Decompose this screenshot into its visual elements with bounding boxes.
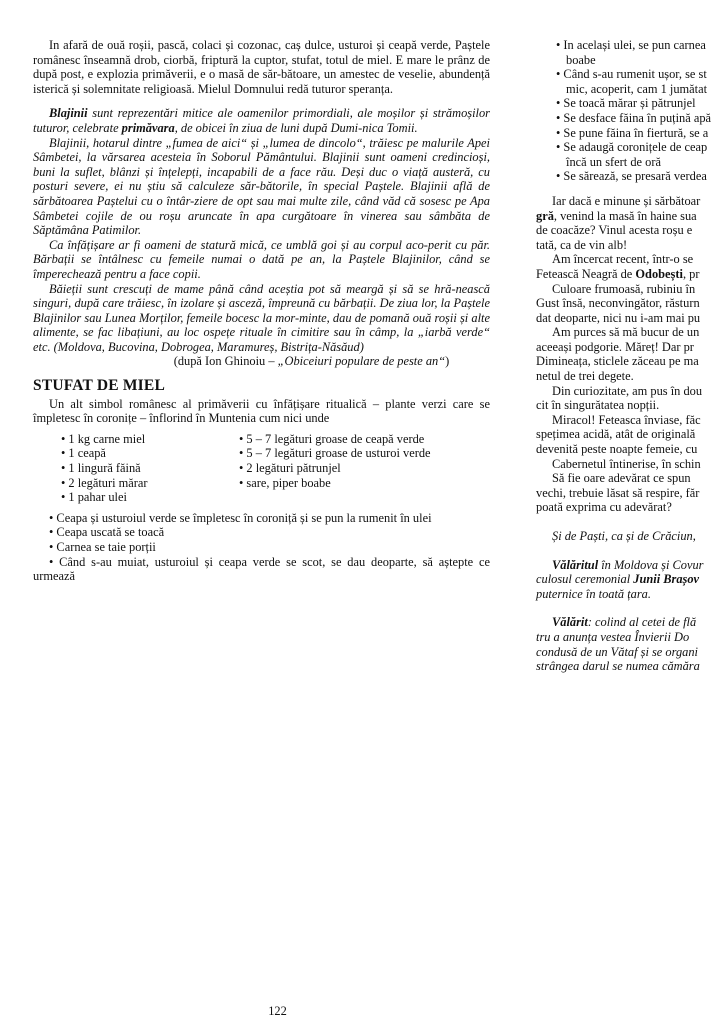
page-number: 122	[268, 1004, 287, 1018]
ingredient-item: • 5 – 7 legături groase de usturoi verde	[239, 446, 431, 461]
recipe-step: • Se pune făina în fiertură, se a	[556, 125, 709, 140]
wine-line: dat deoparte, nici nu i-am mai pu	[536, 310, 701, 325]
primavara-word: primăvara	[121, 120, 175, 135]
wine-line: Să fie oare adevărat ce spun	[552, 471, 691, 486]
stufat-intro: Un alt simbol românesc al primăverii cu înfățișare ritualică – plante verzi care se împletesc în coronițe – înflorind în Muntenia cum nici unde	[33, 396, 490, 426]
wine-bold: Odobești	[635, 266, 683, 281]
recipe-step: • Carnea se taie porții	[49, 540, 156, 554]
source-c: )	[445, 354, 450, 369]
left-column	[33, 38, 490, 584]
wine-line: poată exprima cu adevărat?	[536, 500, 672, 515]
wine-text: , pr	[682, 266, 700, 281]
blajinii-paragraph-4: Băieții sunt crescuți de mame până când aceștia pot să meargă și să se hră-nească singuri, după care trăiesc, în izolare și asceză, împreună cu bărbații. De ziua lor, la Paștele Blajinilor sau Lunea Morților, femeile bocesc la mor-minte, dau de pomană ouă roșii și alte alimente, se fac libațiuni, au loc ospețe rituale în cimitire sau în câmp, la „iarbă verde“ etc. (Moldova, Bucovina, Dobrogea, Maramureș, Bistrița-Năsăud)	[33, 281, 490, 354]
ingredients-column-2	[239, 432, 431, 505]
recipe-step: • Se desface făina în puțină apă	[556, 110, 712, 125]
valarit-text: în Moldova și Covur	[598, 557, 704, 572]
ingredient-item: • sare, piper boabe	[239, 475, 331, 490]
recipe-step: • Se toacă mărar și pătrunjel	[556, 96, 696, 111]
wine-line: Dimineața, sticlele zăceau pe ma	[536, 354, 699, 369]
recipe-step: mic, acoperit, cam 1 jumătat	[566, 81, 708, 96]
wine-text: Fetească Neagră de	[536, 266, 636, 281]
recipe-step: încă un sfert de oră	[566, 154, 661, 169]
ingredient-item: • 1 pahar ulei	[61, 490, 127, 505]
wine-line: tată, ca de vin alb!	[536, 237, 628, 252]
valarit-line-1	[536, 558, 728, 573]
wine-line: devenită peste noapte femeie, cu	[536, 442, 698, 457]
source-a: (după Ion Ghinoiu –	[173, 354, 278, 369]
wine-line: Miracol! Feteasca înviase, făc	[552, 412, 701, 427]
valarit-line-3: puternice în toată țara.	[536, 586, 651, 601]
steps-list	[33, 511, 490, 584]
valarit-line-2	[536, 572, 728, 587]
right-steps-list	[536, 38, 728, 184]
wine-line: Din curiozitate, am pus în dou	[552, 383, 703, 398]
ingredient-item: • 1 ceapă	[61, 446, 106, 461]
ingredient-item: • 2 legături mărar	[61, 475, 148, 490]
blajinii-text-a: sunt reprezentări mitice ale oamenilor primordiali, ale moșilor și strămoșilor tuturor, celebrate	[33, 106, 490, 135]
blajinii-lead: Blajinii	[49, 106, 88, 121]
wine-line: de coacăze? Vinul acesta roșu e	[536, 223, 693, 238]
right-column	[536, 38, 728, 674]
wine-line: cit în singurătatea nopții.	[536, 398, 660, 413]
valarit-def-term: Vălărit	[552, 615, 588, 630]
wine-line: aceeași podgorie. Măreț! Dar pr	[536, 339, 694, 354]
recipe-step: boabe	[566, 52, 596, 67]
source-citation	[33, 354, 490, 369]
ingredients-list	[33, 432, 490, 505]
ingredient-item: • 1 kg carne miel	[61, 431, 146, 446]
recipe-step: • Ceapa și usturoiul verde se împletesc în coroniță și se pun la rumenit în ulei	[49, 510, 432, 525]
wine-line: Iar dacă e minune și sărbătoar	[552, 193, 701, 208]
wine-line: Am încercat recent, într-o se	[552, 252, 694, 267]
ingredient-item: • 2 legături pătrunjel	[239, 461, 341, 476]
intro-paragraph: In afară de ouă roșii, pască, colaci și cozonac, caș dulce, usturoi și ceapă verde, Paștele românesc înseamnă drob, ciorbă, friptură la cuptor, stufat, totul de miel. E mare le prânz de după post, e explozia primăverii, e o masă de săr-bătoare, un amestec de veselie, abundență isterică și solemnitate religioasă. Mielul Domnului redă tuturor speranța.	[33, 38, 490, 96]
blajinii-paragraph-3: Ca înfățișare ar fi oameni de statură mică, ce umblă goi și au corpul aco-perit cu păr. Bărbații se întâlnesc cu femeile numai o dată pe an, la Paștele Blajinilor, când se împerechează pentru a face copii.	[33, 237, 490, 281]
wine-line	[536, 267, 728, 282]
wine-text: , venind la masă în haine sua	[553, 208, 697, 223]
recipe-step: • Ceapa uscată se toacă	[49, 525, 165, 540]
wine-line: Am purces să mă bucur de un	[552, 325, 700, 340]
blajinii-paragraph-2: Blajinii, hotarul dintre „fumea de aici“ și „lumea de dincolo“, trăiesc pe malurile Apei Sâmbetei, la vărsarea acesteia în Soborul Pământului. Blajinii sunt oameni credincioși, buni la suflet, blânzi și înțelepți, incapabili de a face rău. Deși duc o viață austeră, cu posturi severe, ei nu știu să calculeze săr-bătorile, în special Paștele. Blajinii află de sărbătoarea Paștelui cu o întâr-ziere de opt sau mai multe zile, când văd că sosesc pe Apa Sâmbetei cojile de ou roșu aruncate în apa curgătoare în vinerea sau sâmbăta de Săptămâna Patimilor.	[33, 135, 490, 238]
ingredient-item: • 5 – 7 legături groase de ceapă verde	[239, 431, 425, 446]
pasti-line: Și de Paști, ca și de Crăciun,	[552, 529, 696, 543]
recipe-step: • Se adaugă coronițele de ceap	[556, 140, 708, 155]
ingredient-item: • 1 lingură făină	[61, 461, 141, 476]
ingredients-column-1	[33, 432, 239, 505]
valarit-def-line-3: condusă de un Vătaf și se organi	[536, 644, 698, 659]
recipe-step: • Când s-au muiat, usturoiul și ceapa verde se scot, se dau deoparte, să aștepte ce urmează	[33, 554, 490, 584]
recipe-step: • Se sărează, se presară verdea	[556, 169, 707, 184]
valarit-def-text: : colind al cetei de flă	[587, 615, 697, 630]
valarit-def-line-2: tru a anunța vestea Învierii Do	[536, 629, 690, 644]
blajinii-text-c: , de obicei în ziua de luni după Dumi-nica Tomii.	[174, 120, 418, 135]
wine-line: Cabernetul întinerise, în schin	[552, 456, 701, 471]
wine-bold: gră	[536, 208, 554, 223]
source-title: „Obiceiuri populare de peste an“	[277, 354, 446, 369]
wine-line	[536, 209, 728, 224]
wine-line: spețimea acidă, atât de originală	[536, 427, 696, 442]
junii-brasov: Junii Brașov	[633, 572, 700, 587]
recipe-heading: STUFAT DE MIEL	[33, 377, 165, 395]
valarit-term: Vălăritul	[552, 557, 599, 572]
blajinii-paragraph-1	[33, 106, 490, 135]
recipe-step: • In același ulei, se pun carnea	[556, 38, 706, 52]
recipe-step: • Când s-au rumenit ușor, se st	[556, 67, 707, 82]
wine-line: Gust însă, neconvingător, răsturn	[536, 296, 700, 311]
wine-line: netul de trei degete.	[536, 369, 634, 384]
valarit-text: culosul ceremonial	[536, 572, 634, 587]
wine-line: vechi, trebuie lăsat să respire, făr	[536, 485, 700, 500]
valarit-def-line-1	[536, 615, 728, 630]
valarit-def-line-4: strângea darul se numea cămăra	[536, 659, 700, 674]
wine-line: Culoare frumoasă, rubiniu în	[552, 281, 696, 296]
